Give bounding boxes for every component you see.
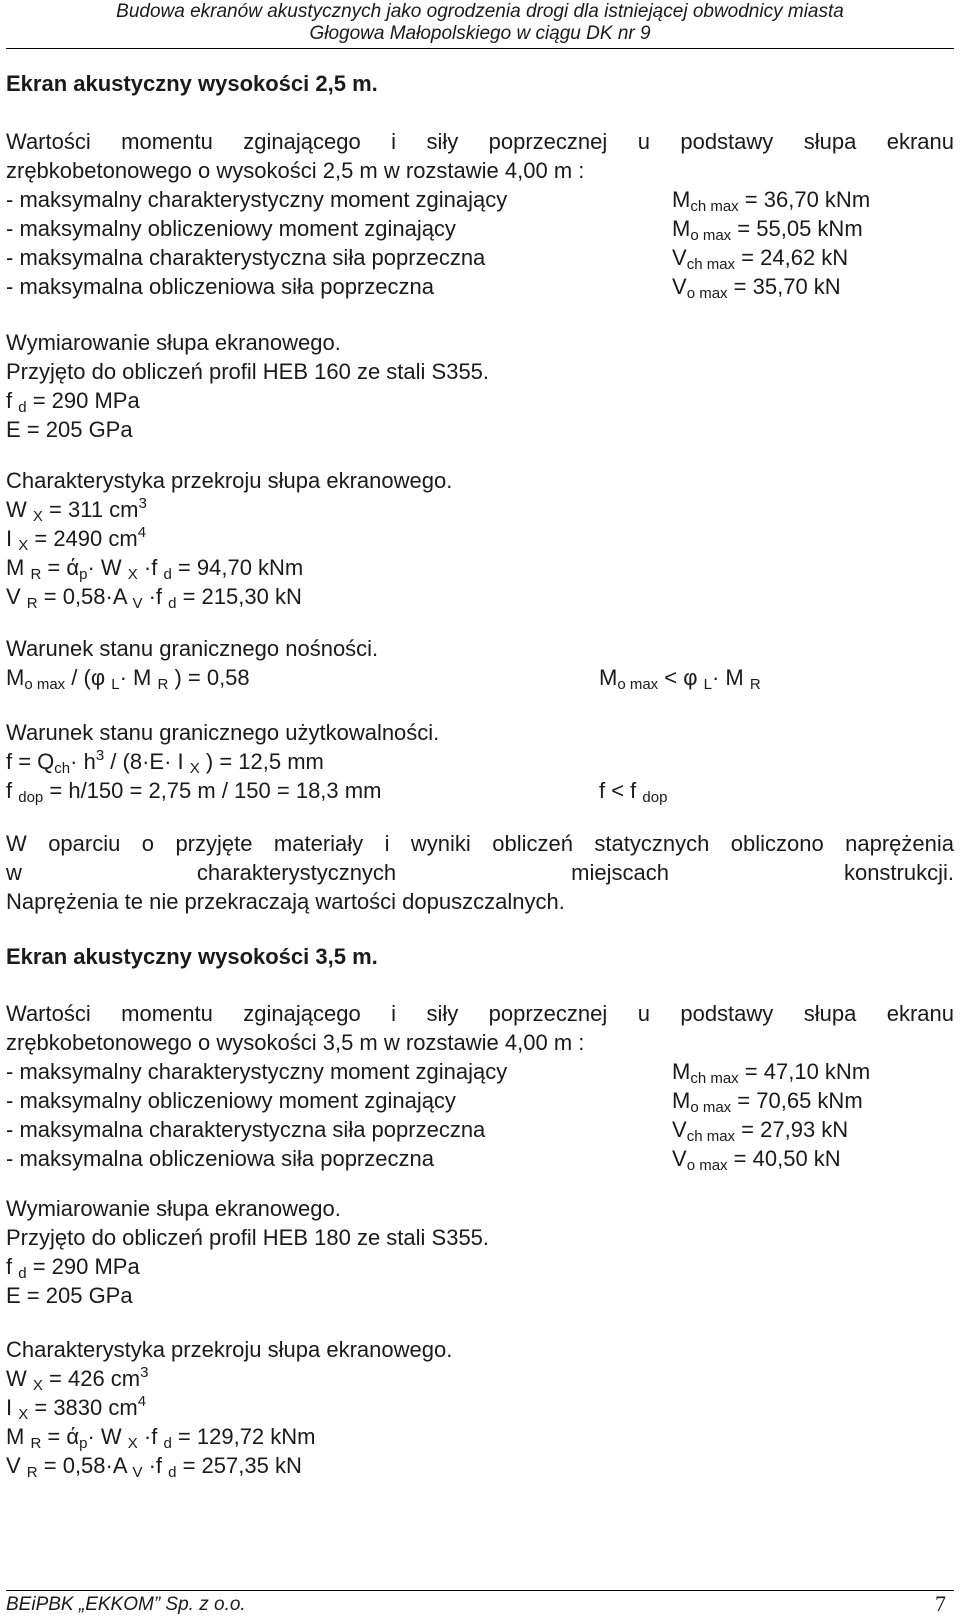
section-2-properties: Charakterystyka przekroju słupa ekranowego. W $_X$ = 426 $cm^3$ I $_X$ = 3830 $cm^4$ M $_R = ά_p\cdot W$ $_X$ ·f $_d$ = 129,72 kNm V $_R$ = 0,58·A $_V$ ·f $_d$ = 257,35 kN (6, 1337, 453, 1481)
section-2-forces: Wartości momentu zginającego i siły poprzecznej u podstawy słupa ekranu zrębkobetonowego o wysokości 3,5 m w rozstawie 4,00 m : - maksymalny charakterystyczny moment zginający $M_{ch max} = 47,10$ kNm - maksymalny obliczeniowy moment zginający $M_{o max} = 70,65$ kNm - maksymalna charakterystyczna siła poprzeczna $V_{ch max} = 27,93$ kN - maksymalna obliczeniowa siła poprzeczna $V_{o max} = 40,50$ kN (6, 1001, 954, 1174)
section-1-forces (6, 127, 954, 301)
section-1-title: Ekran akustyczny wysokości 2,5 m. (6, 71, 378, 96)
force-row: - maksymalny obliczeniowy moment zginający $M_{o max} = 55,05$ kNm (6, 216, 863, 244)
page-number: 7 (935, 1591, 946, 1616)
intro-line-2: zrębkobetonowego o wysokości 2,5 m w rozstawie 4,00 m : (6, 158, 585, 183)
force-row: - maksymalna charakterystyczna siła poprzeczna $V_{ch max} = 27,93$ kN (6, 1117, 849, 1145)
footer-rule (6, 1590, 954, 1591)
section-1-uls: Warunek stanu granicznego nośności. $M_{o max} / (\varphi$ $_L$· M $_R$ ) = 0,58 $M_{o max} < \varphi$ $_L$· M $_R$ (6, 636, 761, 693)
section-2-title: Ekran akustyczny wysokości 3,5 m. (6, 944, 378, 969)
force-row: - maksymalna charakterystyczna siła poprzeczna $V_{ch max} = 24,62$ kN (6, 245, 849, 273)
force-row: - maksymalna obliczeniowa siła poprzeczna $V_{o max} = 35,70$ kN (6, 274, 841, 302)
section-1-properties: Charakterystyka przekroju słupa ekranowego. W $_X$ = 311 $cm^3$ I $_X$ = 2490 $cm^4$ M $_R = ά_p\cdot W$ $_X$ ·f $_d$ = 94,70 kNm V $_R$ = 0,58·A $_V$ ·f $_d$ = 215,30 kN (6, 468, 453, 612)
header-line-1: Budowa ekranów akustycznych jako ogrodzenia drogi dla istniejącej obwodnicy miasta (116, 1, 844, 22)
footer-company: BEiPBK „EKKOM” Sp. z o.o. (6, 1594, 246, 1615)
header-rule (6, 48, 954, 49)
section-1-design: Wymiarowanie słupa ekranowego. Przyjęto do obliczeń profil HEB 160 ze stali S355. f $_d$ = 290 MPa E = 205 GPa (6, 330, 490, 442)
force-row: - maksymalny charakterystyczny moment zginający $M_{ch max} = 47,10$ kNm (6, 1059, 871, 1087)
section-1-sls: Warunek stanu granicznego użytkowalności. $f = Q_{ch}\cdot h^3 / (8\cdot E\cdot I$ $_X$ ) = 12,5 mm f $_{dop}$ = h/150 = 2,75 m / 150 = 18,3 mm f < f $_{dop}$ (6, 720, 668, 806)
page-header (0, 0, 960, 45)
force-row: - maksymalna obliczeniowa siła poprzeczna $V_{o max} = 40,50$ kN (6, 1146, 841, 1174)
force-row: - maksymalny obliczeniowy moment zginający $M_{o max} = 70,65$ kNm (6, 1088, 863, 1116)
section-1-conclusion: W oparciu o przyjęte materiały i wyniki obliczeń statycznych obliczono naprężenia w charakterystycznych miejscach konstrukcji. Naprężenia te nie przekraczają wartości dopuszczalnych. (6, 831, 954, 914)
force-row: - maksymalny charakterystyczny moment zginający $M_{ch max} = 36,70$ kNm (6, 187, 871, 215)
section-2-design: Wymiarowanie słupa ekranowego. Przyjęto do obliczeń profil HEB 180 ze stali S355. f $_d$ = 290 MPa E = 205 GPa (6, 1196, 490, 1308)
intro-line-1: Wartości momentu zginającego i siły poprzecznej u podstawy słupa ekranu (6, 129, 954, 154)
header-line-2: Głogowa Małopolskiego w ciągu DK nr 9 (309, 23, 651, 44)
